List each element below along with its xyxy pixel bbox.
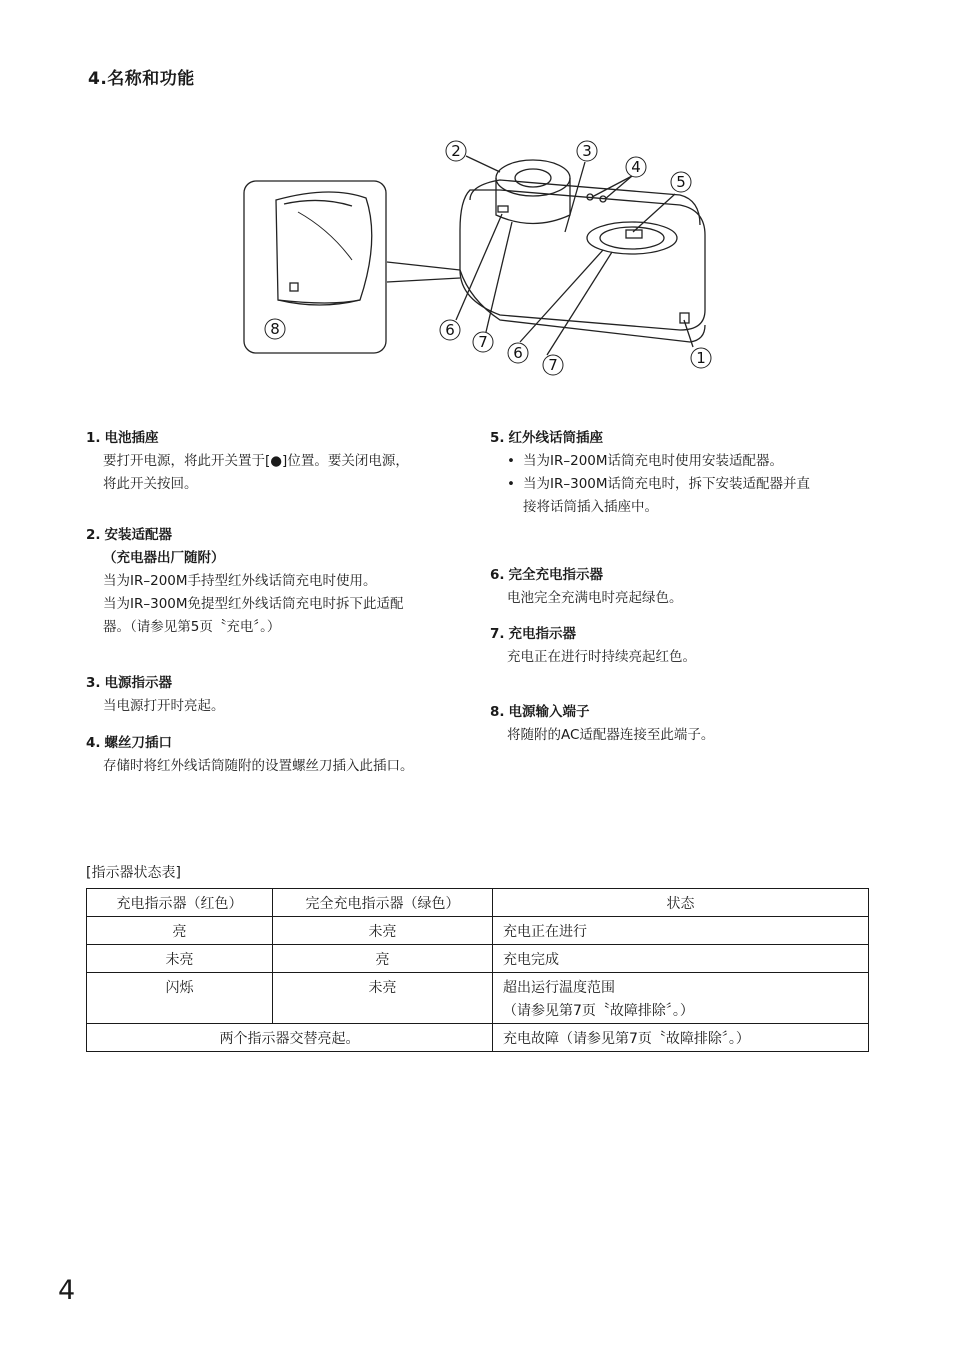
callout-1 [691,348,711,368]
table-header-cell: 状态 [493,889,869,917]
item-battery-socket: 1. 电池插座 要打开电源，将此开关置于[●]位置。要关闭电源， 将此开关按回。 [86,430,409,492]
svg-text:1: 1 [696,349,706,367]
callout-6b [508,343,528,363]
svg-text:7: 7 [548,356,558,374]
charger-diagram [236,136,726,386]
table-cell: 亮 [273,945,493,973]
svg-text:8: 8 [270,320,280,338]
battery-socket-adapter [496,160,570,196]
svg-text:7: 7 [478,333,488,351]
table-cell: 闪烁 [87,973,273,1024]
left-item-list [86,427,476,778]
callout-2 [446,141,466,161]
callout-4 [626,157,646,177]
callout-8 [265,319,285,339]
table-cell: 充电故障（请参见第7页〝故障排除〞。） [493,1024,869,1052]
item-power-input-terminal: 8. 电源输入端子 将随附的AC适配器连接至此端子。 [490,704,715,743]
svg-text:6: 6 [445,321,455,339]
svg-text:5: 5 [676,173,686,191]
callout-6a [440,320,460,340]
table-cell: 亮 [87,917,273,945]
svg-text:6: 6 [513,344,523,362]
table-row [87,973,869,1024]
table-cell: 未亮 [87,945,273,973]
table-header-cell: 充电指示器（红色） [87,889,273,917]
table-row [87,1024,869,1052]
table-cell: 两个指示器交替亮起。 [87,1024,493,1052]
inset-screwdriver-slot [290,283,298,291]
svg-text:2: 2 [451,142,461,160]
indicator-status-table [86,888,869,1052]
table-cell: 超出运行温度范围 （请参见第7页〝故障排除〞。） [493,973,869,1024]
callout-7b [543,355,563,375]
callout-3 [577,141,597,161]
right-item-list [490,427,880,747]
table-header-row [87,889,869,917]
callout-5 [671,172,691,192]
table-header-cell: 完全充电指示器（绿色） [273,889,493,917]
table-caption: [指示器状态表] [86,865,181,881]
svg-text:3: 3 [582,142,592,160]
section-title: 4.名称和功能 [88,69,195,89]
item-mounting-adapter: 2. 安装适配器 （充电器出厂随附） 当为IR–200M手持型红外线话筒充电时使用。 当为IR–300M免提型红外线话筒充电时拆下此适配 器。（请参见第5页〝充电〞。） [86,527,404,635]
item-power-indicator: 3. 电源指示器 当电源打开时亮起。 [86,675,225,714]
svg-text:4: 4 [631,158,641,176]
screwdriver-slot-top [498,206,508,212]
table-cell: 未亮 [273,973,493,1024]
table-row [87,917,869,945]
page-number: 4 [58,1275,76,1306]
charger-base [460,190,705,330]
table-cell: 未亮 [273,917,493,945]
callout-7a [473,332,493,352]
table-row [87,945,869,973]
item-full-charge-indicator: 6. 完全充电指示器 电池完全充满电时亮起绿色。 [490,567,683,606]
table-cell: 充电正在进行 [493,917,869,945]
item-ir-mic-socket: 5. 红外线话筒插座 • 当为IR–200M话筒充电时使用安装适配器。 • 当为IR–300M话筒充电时，拆下安装适配器并直 接将话筒插入插座中。 [490,430,811,515]
table-cell: 充电完成 [493,945,869,973]
item-charge-indicator: 7. 充电指示器 充电正在进行时持续亮起红色。 [490,626,696,665]
item-screwdriver-slot: 4. 螺丝刀插口 存储时将红外线话筒随附的设置螺丝刀插入此插口。 [86,735,414,774]
